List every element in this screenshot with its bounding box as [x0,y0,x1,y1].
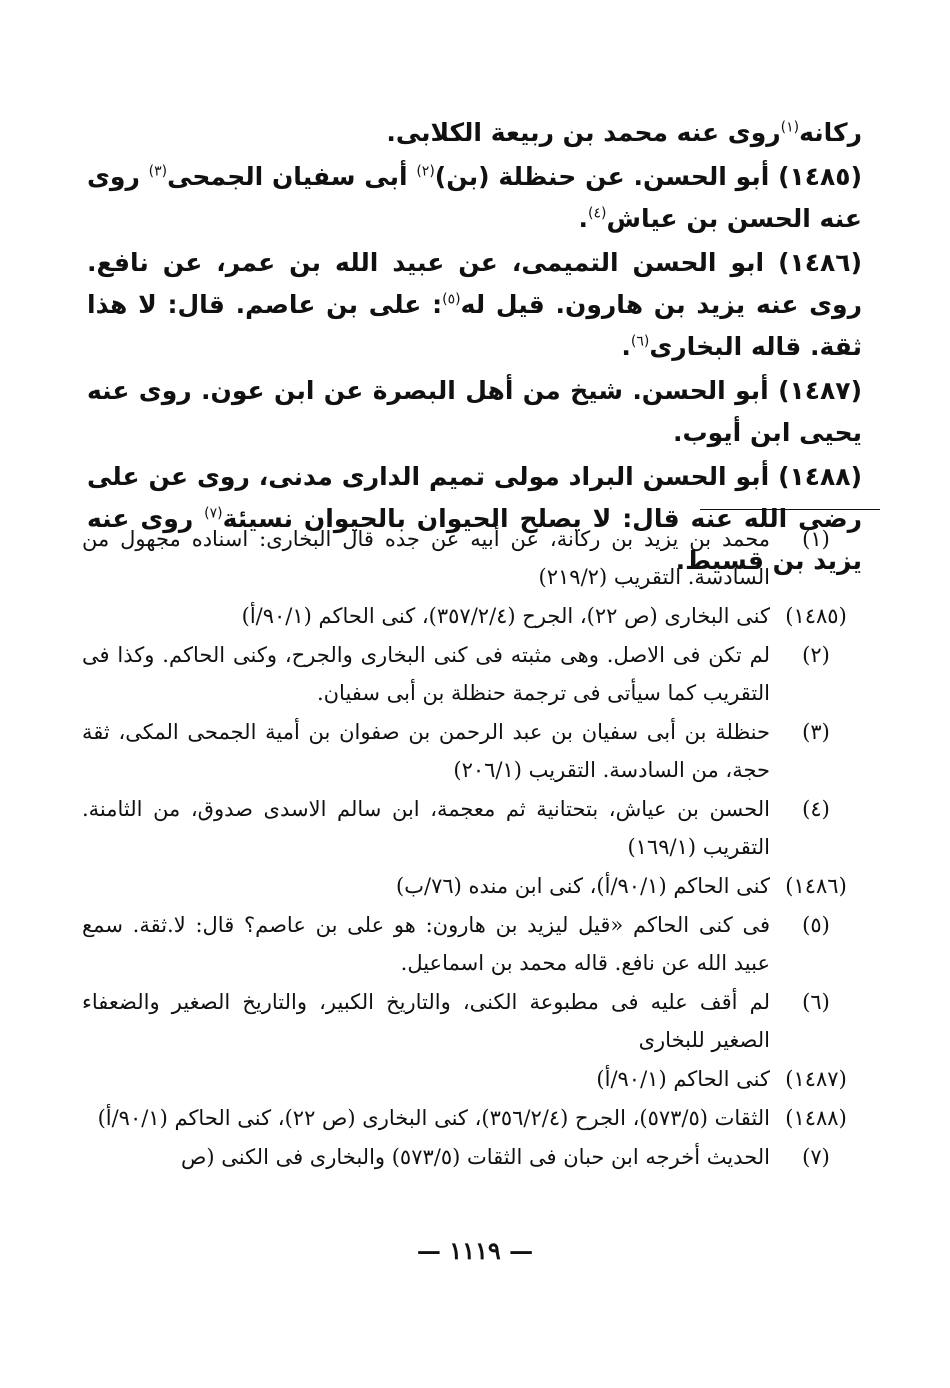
footnote-ref[interactable]: (٧) [204,505,223,522]
footnotes-section [82,520,862,1177]
footnote-item [82,713,862,789]
footnote-text: كنى البخارى (ص ٢٢)، الجرح (٣٥٧/٢/٤)، كنى الحاكم (٩٠/١/أ) [241,604,770,628]
text-run: : على بن عاصم. قال: لا هذا ثقة. قاله البخارى [87,290,862,361]
footnote-label: (١٤٨٨) [785,1106,847,1130]
entry-1485 [87,156,862,240]
footnote-label: (١) [802,527,830,551]
footnote-label: (٢) [802,643,830,667]
footnote-item [82,1060,862,1098]
footnote-label: (١٤٨٦) [785,874,847,898]
footnote-text: حنظلة بن أبى سفيان بن عبد الرحمن بن صفوان بن أمية الجمحى المكى، ثقة حجة، من السادسة. التقريب (٢٠٦/١) [82,720,770,782]
footnote-text: فى كنى الحاكم «قيل ليزيد بن هارون: هو على بن عاصم؟ قال: لا.ثقة. سمع عبيد الله عن نافع. قاله محمد بن اسماعيل. [82,913,770,975]
footnote-ref[interactable]: (٣) [148,163,168,180]
footnote-label: (٥) [802,913,830,937]
text-run: روى عنه يزيد بن قسيط. [87,504,862,575]
footnote-label: (١٤٨٧) [785,1067,847,1091]
paragraph-continuation [87,112,862,154]
footnote-text: الحسن بن عياش، بتحتانية ثم معجمة، ابن سالم الاسدى صدوق، من الثامنة. التقريب (١٦٩/١) [82,797,770,859]
footnote-ref[interactable]: (٢) [416,163,435,180]
footnote-ref[interactable]: (٦) [630,333,650,350]
text-run: (١٤٨٧) أبو الحسن. شيخ من أهل البصرة عن ابن عون. روى عنه يحيى ابن أيوب. [87,376,862,447]
footnote-item [82,636,862,712]
footnote-ref[interactable]: (٥) [442,291,461,308]
entry-1486 [87,242,862,368]
footnote-item [82,867,862,905]
footnote-label: (١٤٨٥) [785,604,847,628]
footnote-item [82,983,862,1059]
text-run: (١٤٨٥) أبو الحسن. عن حنظلة (بن) [434,162,862,191]
footnote-item [82,790,862,866]
text-run: . [578,204,588,233]
footnote-item [82,520,862,596]
footnote-item [82,906,862,982]
footnote-ref[interactable]: (١) [780,119,800,136]
footnote-text: لم تكن فى الاصل. وهى مثبته فى كنى البخارى والجرح، وكنى الحاكم. وكذا فى التقريب كما سيأتى فى ترجمة حنظلة بن أبى سفيان. [82,643,770,705]
page-number: — ١١١٩ — [416,1236,534,1265]
text-run: (١٤٨٦) ابو الحسن التميمى، عن عبيد الله بن عمر، عن نافع. روى عنه يزيد بن هارون. قيل له [87,248,862,319]
main-text [87,112,862,584]
text-run: أبى سفيان الجمحى [167,162,417,191]
footnote-item [82,1099,862,1137]
footnote-text: لم أقف عليه فى مطبوعة الكنى، والتاريخ الكبير، والتاريخ الصغير والضعفاء الصغير للبخارى [82,990,770,1052]
entry-1487 [87,370,862,454]
footnote-separator [700,509,880,510]
footnote-label: (٤) [802,797,830,821]
text-run: روى عنه محمد بن ربيعة الكلابى. [386,118,781,147]
footnote-ref[interactable]: (٤) [588,205,607,222]
footnote-label: (٣) [802,720,830,744]
footnote-text: الحديث أخرجه ابن حبان فى الثقات (٥٧٣/٥) والبخارى فى الكنى (ص [180,1145,770,1169]
footnote-text: كنى الحاكم (٩٠/١/أ) [596,1067,770,1091]
text-run: روى عنه الحسن بن عياش [87,162,862,233]
footnote-label: (٧) [802,1145,830,1169]
text-run: . [621,332,631,361]
footnote-text: محمد بن يزيد بن ركانة، عن أبيه عن جده قال البخارى: اسناده مجهول من السادسة. التقريب (٢١٩/٢) [82,527,770,589]
text-run: ركانه [799,118,862,147]
footnote-text: الثقات (٥٧٣/٥)، الجرح (٣٥٦/٢/٤)، كنى البخارى (ص ٢٢)، كنى الحاكم (٩٠/١/أ) [97,1106,770,1130]
text-run: (١٤٨٨) أبو الحسن البراد مولى تميم الدارى مدنى، روى عن على رضى الله عنه قال: لا يصلح الحيوان بالحيوان نسيئة [87,462,863,533]
footnote-item [82,1138,862,1176]
footnote-text: كنى الحاكم (٩٠/١/أ)، كنى ابن منده (٧٦/ب) [396,874,770,898]
footnote-label: (٦) [802,990,830,1014]
footnote-item [82,597,862,635]
